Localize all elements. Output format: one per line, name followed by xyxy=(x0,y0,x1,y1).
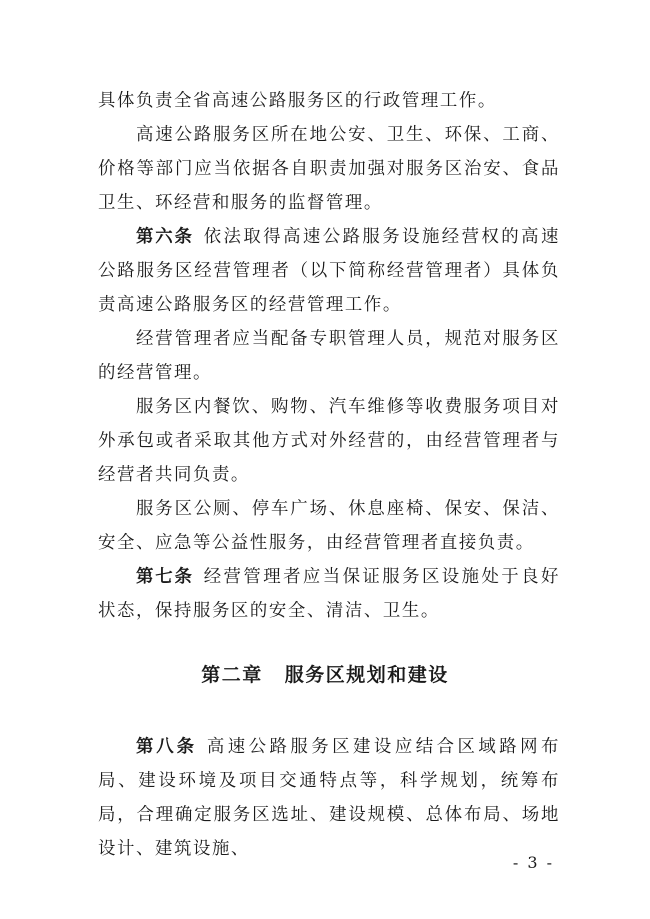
paragraph-1 xyxy=(98,84,560,118)
article-7-paragraph xyxy=(98,560,560,628)
chapter-heading xyxy=(0,660,650,687)
paragraph-5 xyxy=(98,390,560,492)
article-8-heading: 第八条 xyxy=(136,737,197,757)
article-7-text: 经营管理者应当保证服务区设施处于良好状态，保持服务区的安全、清洁、卫生。 xyxy=(98,567,560,621)
article-8-paragraph xyxy=(98,730,560,866)
chapter-title: 服务区规划和建设 xyxy=(284,664,449,686)
paragraph-2-text: 高速公路服务区所在地公安、卫生、环保、工商、价格等部门应当依据各自职责加强对服务区治安、食品卫生、环经营和服务的监督管理。 xyxy=(98,125,560,213)
article-6-paragraph xyxy=(98,220,560,322)
article-6-heading: 第六条 xyxy=(136,227,194,247)
paragraph-5-text: 服务区内餐饮、购物、汽车维修等收费服务项目对外承包或者采取其他方式对外经营的，由经营管理者与经营者共同负责。 xyxy=(98,397,560,485)
paragraph-6 xyxy=(98,492,560,560)
page-number: - 3 - xyxy=(512,853,554,872)
paragraph-2 xyxy=(98,118,560,220)
article-6-text: 依法取得高速公路服务设施经营权的高速公路服务区经营管理者（以下简称经营管理者）具体负责高速公路服务区的经营管理工作。 xyxy=(98,227,560,315)
article-7-heading: 第七条 xyxy=(136,567,194,587)
paragraph-4-text: 经营管理者应当配备专职管理人员，规范对服务区的经营管理。 xyxy=(98,329,560,383)
paragraph-1-text: 具体负责全省高速公路服务区的行政管理工作。 xyxy=(98,91,497,111)
article-8-text: 高速公路服务区建设应结合区域路网布局、建设环境及项目交通特点等，科学规划，统筹布局，合理确定服务区选址、建设规模、总体布局、场地设计、建筑设施、 xyxy=(98,737,560,859)
paragraph-6-text: 服务区公厕、停车广场、休息座椅、保安、保洁、安全、应急等公益性服务，由经营管理者直接负责。 xyxy=(98,499,560,553)
chapter-number: 第二章 xyxy=(201,664,263,686)
paragraph-4 xyxy=(98,322,560,390)
